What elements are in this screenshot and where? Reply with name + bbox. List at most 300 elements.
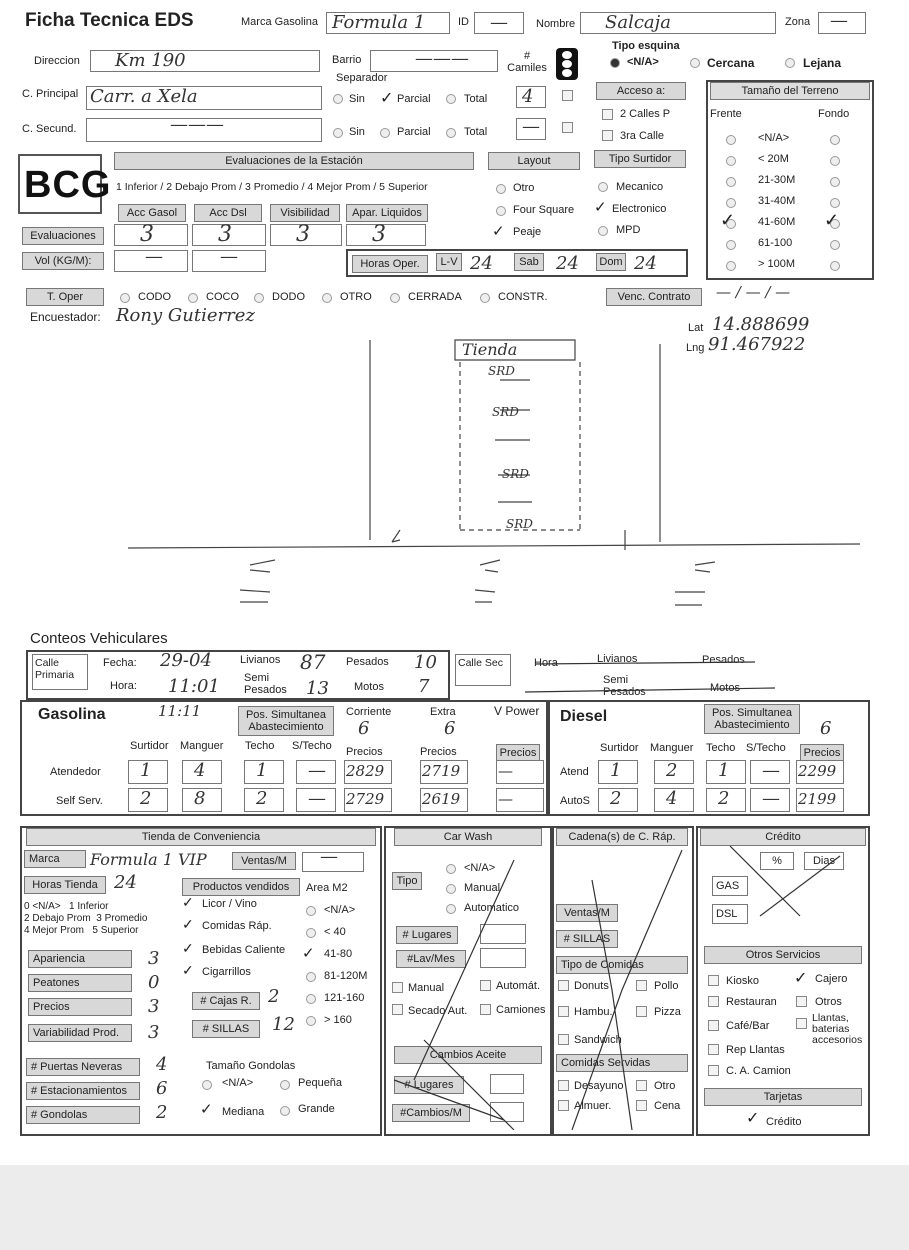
esquina-na-label: <N/A> [627, 56, 659, 68]
gas-self_vals-value-2: 2 [256, 788, 268, 809]
layout-four-radio[interactable] [496, 206, 506, 216]
sep-parcial-label: Parcial [397, 93, 431, 105]
conteos-sec-strike [515, 650, 815, 700]
cw-lavmes-label: #Lav/Mes [396, 950, 466, 968]
venc-contrato-button[interactable]: Venc. Contrato [606, 288, 702, 306]
toper-radio-4[interactable] [390, 293, 400, 303]
sep-total-radio[interactable] [446, 94, 456, 104]
otros-checkbox[interactable] [796, 996, 807, 1007]
toper-radio-3[interactable] [322, 293, 332, 303]
eval-acc-gasol-value: 3 [140, 222, 154, 247]
cs-parcial-radio[interactable] [380, 128, 390, 138]
dsl-manguer-head: Manguer [650, 742, 694, 754]
cw-na-label: <N/A> [464, 862, 496, 874]
sec-motos-label: Motos [710, 682, 740, 694]
c-secund-label: C. Secund. [22, 123, 77, 135]
prod-p2-label: Comidas Ráp. [202, 920, 272, 932]
sketch-srd-label-1: SRD [488, 364, 515, 378]
kiosko-checkbox[interactable] [708, 975, 719, 986]
gas-self_vals-value-1: 8 [194, 788, 206, 809]
gond-med-check[interactable]: ✓ [200, 1101, 213, 1118]
gas-surtidor-head: Surtidor [130, 740, 169, 752]
fecha-label: Fecha: [103, 657, 137, 669]
cajas-label: # Cajas R. [192, 992, 260, 1010]
dsl-precios-head: Precios [800, 744, 844, 762]
bcg-logo: BCG [24, 164, 112, 206]
gas-aten_p-value-1: 2719 [422, 762, 461, 780]
comidas-servidas-label: Comidas Servidas [556, 1054, 688, 1072]
toper-radio-0[interactable] [120, 293, 130, 303]
layout-button[interactable]: Layout [488, 152, 580, 170]
sketch-srd-label-2: SRD [492, 405, 519, 419]
llantas-checkbox[interactable] [796, 1018, 807, 1029]
credito-strike [720, 846, 860, 926]
metric-prec-label: Precios [28, 998, 132, 1016]
sketch-left-traffic [250, 560, 715, 572]
cajero-check[interactable]: ✓ [794, 970, 808, 987]
rep-llantas-label: Rep Llantas [726, 1044, 785, 1056]
surt-elec-check[interactable]: ✓ [594, 199, 607, 216]
acceso-2calles-checkbox[interactable] [602, 109, 613, 120]
separador-label: Separador [336, 72, 388, 84]
frente-radio-1[interactable] [726, 156, 736, 166]
credito-gas-label: GAS [712, 876, 748, 896]
dsl-autos_vals-value-0: 2 [610, 788, 622, 809]
c-principal-value: Carr. a Xela [90, 86, 198, 107]
atendedor-label: Atendedor [50, 766, 101, 778]
metric-apar-label: Apariencia [28, 950, 132, 968]
cw-secado-label: Secado Aut. [408, 1005, 468, 1017]
dsl-aten_vals-value-0: 1 [610, 760, 622, 781]
dsl-atend-label: Atend [560, 766, 589, 778]
dsl-stecho-head: S/Techo [746, 742, 786, 754]
surt-mpd-radio[interactable] [598, 226, 608, 236]
eval-apar-field[interactable] [346, 224, 426, 246]
esquina-na-radio[interactable] [610, 58, 620, 68]
layout-peaje-label: Peaje [513, 226, 542, 238]
ca-camion-checkbox[interactable] [708, 1065, 719, 1076]
metric-puertas-value: 4 [156, 1054, 168, 1075]
cs-checkbox[interactable] [562, 122, 573, 133]
horas-tienda-label: Horas Tienda [24, 876, 106, 894]
metric-estac-label: # Estacionamientos [26, 1082, 140, 1100]
direccion-value: Km 190 [115, 50, 186, 71]
acceso-2calles-label: 2 Calles P [620, 108, 671, 120]
frente-radio-2[interactable] [726, 177, 736, 187]
sec-semi-label: Semi Pesados [603, 674, 646, 698]
cs-sin-radio[interactable] [333, 128, 343, 138]
sketch-canopy [460, 362, 580, 530]
prod-p4-label: Cigarrillos [202, 966, 251, 978]
dsl-pos-value: 6 [820, 718, 832, 739]
cad-pizza-label: Pizza [654, 1006, 681, 1018]
tarjeta-credito-label: Crédito [766, 1116, 802, 1128]
zona-label: Zona [785, 16, 811, 28]
dsl-autos_vals-value-1: 4 [666, 788, 678, 809]
prod-p1-check[interactable]: ✓ [182, 894, 194, 910]
t-oper-button[interactable]: T. Oper [26, 288, 104, 306]
llantas-label: Llantas, baterias accesorios [812, 1012, 863, 1046]
rep-llantas-checkbox[interactable] [708, 1044, 719, 1055]
sec-pesados-label: Pesados [702, 654, 745, 666]
gond-peq-label: Pequeña [298, 1077, 343, 1089]
metric-peat-value: 0 [148, 972, 160, 993]
prod-p3-check[interactable]: ✓ [182, 940, 194, 956]
fondo-check[interactable]: ✓ [824, 210, 840, 230]
semi-pesados-value: 13 [306, 678, 329, 699]
toper-radio-1[interactable] [188, 293, 198, 303]
carwash-title: Car Wash [394, 828, 542, 846]
credito-dsl-label: DSL [712, 904, 748, 924]
dsl-aten_vals-value-1: 2 [666, 760, 678, 781]
calle-sec-label: Calle Sec [455, 654, 511, 686]
esquina-lejana-radio[interactable] [785, 58, 795, 68]
vol-value-2: — [220, 246, 238, 267]
cw-auto-label: Automatico [464, 902, 520, 914]
cajero-label: Cajero [815, 973, 848, 985]
cp-checkbox[interactable] [562, 90, 573, 101]
sep-sin-label: Sin [349, 93, 365, 105]
prod-p2-check[interactable]: ✓ [182, 916, 194, 932]
nombre-value: Salcaja [605, 12, 671, 33]
terreno-opt-3: 31-40M [758, 195, 796, 207]
gas-self_p-value-1: 2619 [422, 790, 461, 808]
area-label-5: > 160 [324, 1014, 352, 1026]
gond-na-radio[interactable] [202, 1080, 212, 1090]
encuestador-label: Encuestador: [30, 310, 101, 324]
fondo-radio-0[interactable] [830, 135, 840, 145]
pesados-value: 10 [414, 652, 437, 673]
sketch-tienda-label: Tienda [462, 340, 518, 359]
credito-pct-label: % [760, 852, 794, 870]
c-principal-label: C. Principal [22, 88, 79, 100]
area-radio-5[interactable] [306, 1016, 316, 1026]
extra-value: 6 [444, 718, 456, 739]
terreno-opt-2: 21-30M [758, 174, 796, 186]
livianos-value: 87 [300, 650, 326, 674]
gond-gra-radio[interactable] [280, 1106, 290, 1116]
gas-aten_vals-value-3: — [308, 760, 326, 781]
nombre-label: Nombre [536, 18, 576, 30]
surt-mec-radio[interactable] [598, 182, 608, 192]
sab-value: 24 [556, 253, 579, 274]
vol-button[interactable]: Vol (KG/M): [22, 252, 104, 270]
ca-camion-label: C. A. Camion [726, 1065, 791, 1077]
gas-self_p-value-0: 2729 [346, 790, 385, 808]
area-radio-3[interactable] [306, 972, 316, 982]
cs-total-radio[interactable] [446, 128, 456, 138]
terreno-title: Tamaño del Terreno [710, 82, 870, 100]
dsl-autos_vals-value-2: 2 [718, 788, 730, 809]
dom-value: 24 [634, 253, 657, 274]
zona-value: — [830, 10, 848, 31]
barrio-value: ——— [415, 48, 469, 69]
lat-label: Lat [688, 322, 704, 334]
sketch-srd-label-3: SRD [502, 467, 529, 481]
dsl-aten_vals-value-3: — [762, 760, 780, 781]
diesel-title: Diesel [560, 708, 608, 725]
toper-opt-1: COCO [206, 291, 239, 303]
cafe-label: Café/Bar [726, 1020, 770, 1032]
dsl-pos-button[interactable]: Pos. Simultanea Abastecimiento [704, 704, 800, 734]
acceso-3ra-label: 3ra Calle [620, 130, 665, 142]
cadena-title: Cadena(s) de C. Ráp. [556, 828, 688, 846]
direccion-label: Direccion [34, 55, 80, 67]
encuestador-value: Rony Gutierrez [116, 305, 255, 326]
metric-gond-value: 2 [156, 1102, 168, 1123]
cw-autom-label: Automát. [496, 980, 541, 992]
metric-puertas-label: # Puertas Neveras [26, 1058, 140, 1076]
sab-label: Sab [514, 253, 544, 271]
prod-p3-label: Bebidas Caliente [202, 944, 286, 956]
gas-self_vals-value-3: — [308, 788, 326, 809]
cajas-value: 2 [268, 986, 280, 1007]
cad-hambu-label: Hambu. [574, 1006, 613, 1018]
restauran-checkbox[interactable] [708, 996, 719, 1007]
otros-servicios-title: Otros Servicios [704, 946, 862, 964]
area-label-4: 121-160 [324, 992, 365, 1004]
fondo-radio-3[interactable] [830, 198, 840, 208]
terreno-opt-0: <N/A> [758, 132, 790, 144]
sketch-srd-label-4: SRD [506, 517, 533, 531]
carwash-strike [384, 840, 552, 1130]
form-title: Ficha Tecnica EDS [25, 10, 194, 31]
acceso-3ra-checkbox[interactable] [602, 130, 613, 141]
gas-aten_vals-value-2: 1 [256, 760, 268, 781]
gas-aten_p-value-2: — [498, 762, 513, 780]
restauran-label: Restauran [726, 996, 777, 1008]
dsl-autos-label: AutoS [560, 795, 590, 807]
tienda-scale: 0 <N/A> 1 Inferior 2 Debajo Prom 3 Promedio 4 Mejor Prom 5 Superior [24, 901, 148, 936]
layout-four-label: Four Square [513, 204, 575, 216]
cad-otro-label: Otro [654, 1080, 676, 1092]
frente-radio-6[interactable] [726, 261, 736, 271]
frente-radio-5[interactable] [726, 240, 736, 250]
terreno-opt-6: > 100M [758, 258, 795, 270]
lng-label: Lng [686, 342, 705, 354]
sketch-entry-arrow [392, 530, 400, 542]
surt-mpd-label: MPD [616, 224, 641, 236]
productos-vendidos-label: Productos vendidos [182, 878, 300, 896]
cadena-strike [552, 840, 694, 1130]
sketch-pumps [495, 380, 532, 502]
cad-donuts-label: Donuts [574, 980, 609, 992]
vpower-label: V Power [494, 704, 540, 718]
cad-desayuno-label: Desayuno [574, 1080, 624, 1092]
fecha-value: 29-04 [160, 650, 212, 671]
cw-camiones-label: Camiones [496, 1004, 546, 1016]
semi-pesados-label: Semi Pesados [244, 672, 287, 696]
cad-cena-label: Cena [654, 1100, 681, 1112]
camiles-label: # Camiles [507, 50, 547, 74]
prod-p4-check[interactable]: ✓ [182, 962, 194, 978]
tienda-title: Tienda de Conveniencia [26, 828, 376, 846]
gas-aten_p-value-0: 2829 [346, 762, 385, 780]
cs-total-label: Total [464, 126, 488, 138]
cad-sillas-label: # SILLAS [556, 930, 618, 948]
hora-label: Hora: [110, 680, 137, 692]
cs-camiles-value: — [522, 116, 540, 137]
id-label: ID [458, 16, 469, 28]
cad-ventas-label: Ventas/M [556, 904, 618, 922]
area-m2-label: Area M2 [306, 882, 348, 894]
gas-self_vals-value-0: 2 [140, 788, 152, 809]
sec-hora-label: Hora [534, 657, 558, 669]
acc-dsl-header: Acc Dsl [194, 204, 262, 222]
otros-label: Otros [815, 996, 842, 1008]
station-sketch [120, 330, 880, 620]
eval-scale: 1 Inferior / 2 Debajo Prom / 3 Promedio / 4 Mejor Prom / 5 Superior [116, 181, 428, 193]
motos-label: Motos [354, 681, 384, 693]
frente-radio-0[interactable] [726, 135, 736, 145]
area-radio-4[interactable] [306, 994, 316, 1004]
cs-sin-label: Sin [349, 126, 365, 138]
fondo-radio-2[interactable] [830, 177, 840, 187]
gond-gra-label: Grande [298, 1103, 335, 1115]
dsl-aten-precio-value: 2299 [798, 762, 837, 780]
area-label-0: <N/A> [324, 904, 356, 916]
toper-opt-3: OTRO [340, 291, 372, 303]
cafe-checkbox[interactable] [708, 1020, 719, 1031]
acc-gasol-header: Acc Gasol [118, 204, 186, 222]
tienda-ventas-label: Ventas/M [232, 852, 296, 870]
dsl-autos_vals-value-3: — [762, 788, 780, 809]
tipo-surtidor-button[interactable]: Tipo Surtidor [594, 150, 686, 168]
marca-label: Marca Gasolina [241, 16, 319, 28]
fondo-label: Fondo [818, 108, 850, 120]
area-label-1: < 40 [324, 926, 346, 938]
frente-radio-3[interactable] [726, 198, 736, 208]
gas-techo-head: Techo [245, 740, 275, 752]
ca-lugares-label: # Lugares [394, 1076, 464, 1094]
lng-value: 91.467922 [708, 334, 806, 355]
layout-peaje-check[interactable]: ✓ [492, 223, 505, 240]
venc-contrato-value: — / — / — [716, 283, 791, 301]
lv-value: 24 [470, 253, 493, 274]
prod-p1-label: Licor / Vino [202, 898, 257, 910]
frente-check[interactable]: ✓ [720, 210, 736, 230]
pesados-label: Pesados [346, 656, 389, 668]
metric-estac-value: 6 [156, 1078, 168, 1099]
toper-radio-2[interactable] [254, 293, 264, 303]
gas-precios-head-3: Precios [496, 744, 540, 762]
corriente-label: Corriente [346, 706, 392, 718]
esquina-cercana-radio[interactable] [690, 58, 700, 68]
tipo-esquina-label: Tipo esquina [612, 40, 680, 52]
terreno-opt-4: 41-60M [758, 216, 796, 228]
fondo-radio-1[interactable] [830, 156, 840, 166]
sep-sin-radio[interactable] [333, 94, 343, 104]
tarjeta-credito-check[interactable]: ✓ [746, 1110, 760, 1127]
gas-manguer-head: Manguer [180, 740, 224, 752]
lv-label: L-V [436, 253, 462, 271]
layout-otro-radio[interactable] [496, 184, 506, 194]
metric-peat-label: Peatones [28, 974, 132, 992]
area-label-2: 41-80 [324, 948, 353, 960]
area-radio-0[interactable] [306, 906, 316, 916]
apar-liquidos-header: Apar. Liquidos [346, 204, 428, 222]
toper-opt-0: CODO [138, 291, 171, 303]
metric-prec-value: 3 [148, 996, 160, 1017]
dsl-aten_vals-value-2: 1 [718, 760, 730, 781]
surt-mec-label: Mecanico [616, 181, 664, 193]
sec-livianos-label: Livianos [597, 653, 638, 665]
frente-label: Frente [710, 108, 742, 120]
gasolina-time: 11:11 [158, 702, 202, 720]
livianos-label: Livianos [240, 654, 281, 666]
c-secund-value: ——— [170, 114, 224, 135]
tienda-ventas-value: — [320, 846, 338, 867]
metric-gond-label: # Gondolas [26, 1106, 140, 1124]
sep-parcial-check[interactable]: ✓ [380, 90, 394, 107]
marca-value: Formula 1 [332, 12, 426, 33]
traffic-light-icon [556, 48, 578, 80]
gas-stecho-head: S/Techo [292, 740, 332, 752]
tarjetas-title: Tarjetas [704, 1088, 862, 1106]
acceso-button[interactable]: Acceso a: [596, 82, 686, 100]
calle-primaria-label: Calle Primaria [32, 654, 88, 690]
area-check-2[interactable]: ✓ [302, 945, 315, 962]
metric-var-value: 3 [148, 1022, 160, 1043]
toper-radio-5[interactable] [480, 293, 490, 303]
credito-dias-label: Dias [804, 852, 844, 870]
cad-pollo-label: Pollo [654, 980, 679, 992]
surt-elec-label: Electronico [612, 203, 667, 215]
cw-manual-label: Manual [464, 882, 501, 894]
tienda-marca-label: Marca [24, 850, 86, 868]
terreno-opt-1: < 20M [758, 153, 789, 165]
gas-aten_vals-value-1: 4 [194, 760, 206, 781]
sketch-road-edge [128, 544, 860, 548]
extra-label: Extra [430, 706, 456, 718]
sillas-label: # SILLAS [192, 1020, 260, 1038]
vol-value-1: — [145, 246, 163, 267]
credito-title: Crédito [700, 828, 866, 846]
bcg-logo-box [18, 154, 112, 214]
tam-gondolas-label: Tamaño Gondolas [206, 1060, 296, 1072]
eval-visibilidad-value: 3 [296, 222, 310, 247]
gasolina-title: Gasolina [38, 706, 106, 723]
gond-peq-radio[interactable] [280, 1080, 290, 1090]
cad-almuer-label: Almuer. [574, 1100, 612, 1112]
horas-oper-button[interactable]: Horas Oper. [352, 255, 428, 273]
esquina-lejana-label: Lejana [803, 56, 842, 70]
metric-apar-value: 3 [148, 948, 160, 969]
lat-value: 14.888699 [712, 314, 810, 335]
evaluaciones-button[interactable]: Evaluaciones [22, 227, 104, 245]
gas-self_p-value-2: — [498, 790, 513, 808]
fondo-radio-5[interactable] [830, 240, 840, 250]
layout-otro-label: Otro [513, 182, 535, 194]
sillas-value: 12 [272, 1014, 295, 1035]
toper-opt-4: CERRADA [408, 291, 462, 303]
dsl-autos-precio-value: 2199 [798, 790, 837, 808]
gas-aten_vals-value-0: 1 [140, 760, 152, 781]
area-radio-1[interactable] [306, 928, 316, 938]
area-label-3: 81-120M [324, 970, 368, 982]
motos-value: 7 [418, 676, 430, 697]
gas-pos-button[interactable]: Pos. Simultanea Abastecimiento [238, 706, 334, 736]
fondo-radio-6[interactable] [830, 261, 840, 271]
dsl-techo-head: Techo [706, 742, 736, 754]
cambios-aceite-title: Cambios Aceite [394, 1046, 542, 1064]
cw-manual-chk-label: Manual [408, 982, 445, 994]
tienda-marca-value: Formula 1 VIP [90, 850, 207, 869]
esquina-cercana-label: Cercana [707, 56, 755, 70]
eval-acc-dsl-value: 3 [218, 222, 232, 247]
kiosko-label: Kiosko [726, 975, 760, 987]
evaluaciones-title: Evaluaciones de la Estación [114, 152, 474, 170]
